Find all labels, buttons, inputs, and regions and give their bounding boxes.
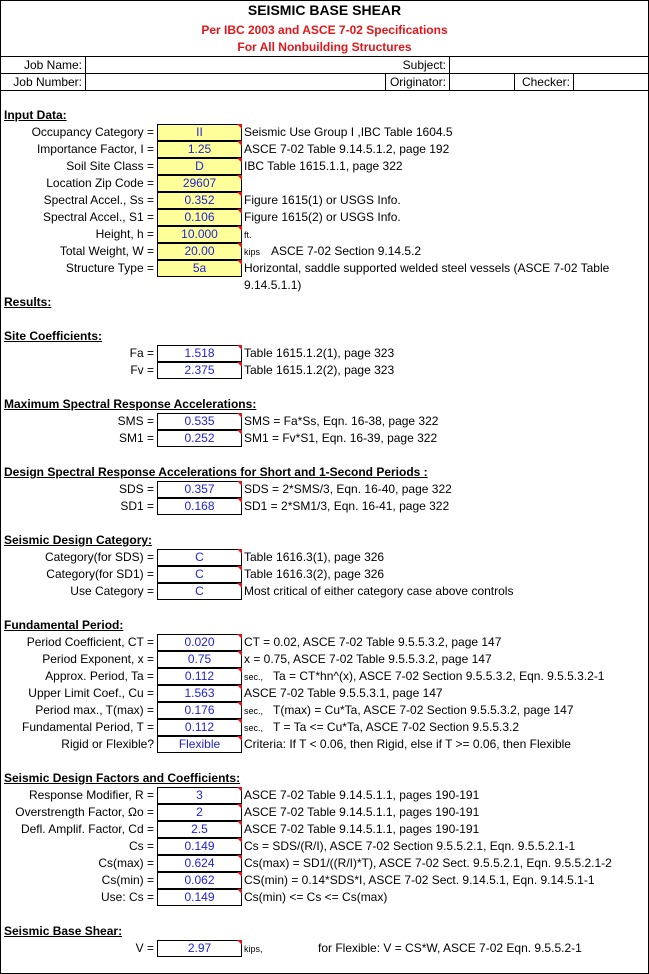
divider xyxy=(0,90,649,91)
sms-value: 0.535 xyxy=(157,413,242,430)
row-desc: Cs = SDS/(R/I), ASCE 7-02 Section 9.5.5.2.1, Eqn. 9.5.5.2.1-1 xyxy=(244,839,576,853)
row-label: Structure Type = xyxy=(65,261,154,275)
row-label: V = xyxy=(135,941,154,955)
row-desc: Cs(max) = SD1/((R/I)*T), ASCE 7-02 Sect. 9.5.5.2.1, Eqn. 9.5.5.2.1-2 xyxy=(244,856,612,870)
tmax-value: 0.176 xyxy=(157,702,242,719)
page-subtitle-1: Per IBC 2003 and ASCE 7-02 Specifications xyxy=(201,23,448,37)
section-heading-results: Results: xyxy=(4,295,52,309)
row-desc: Figure 1615(2) or USGS Info. xyxy=(244,210,401,224)
spectral-s1-input[interactable]: 0.106 xyxy=(157,209,242,226)
row-desc: SD1 = 2*SM1/3, Eqn. 16-41, page 322 xyxy=(244,499,450,513)
row-desc: Most critical of either category case above controls xyxy=(244,584,514,598)
row-desc: Figure 1615(1) or USGS Info. xyxy=(244,193,401,207)
checker-label: Checker: xyxy=(521,75,570,89)
row-desc: ASCE 7-02 Table 9.14.5.1.1, pages 190-191 xyxy=(244,822,480,836)
cs-value: 0.149 xyxy=(157,838,242,855)
row-label: Total Weight, W = xyxy=(59,244,154,258)
use-category-value: C xyxy=(157,583,242,600)
zip-code-input[interactable]: 29607 xyxy=(157,175,242,192)
row-label: Cs(min) = xyxy=(101,873,154,887)
row-desc: Criteria: If T < 0.06, then Rigid, else if T >= 0.06, then Flexible xyxy=(244,737,571,751)
row-desc: T = Ta <= Cu*Ta, ASCE 7-02 Section 9.5.5.3.2 xyxy=(273,720,520,734)
row-desc: Table 1615.1.2(2), page 323 xyxy=(244,363,395,377)
row-label: Location Zip Code = xyxy=(46,176,154,190)
structure-type-input[interactable]: 5a xyxy=(157,260,242,277)
row-label: Period Exponent, x = xyxy=(42,652,154,666)
row-label: Spectral Accel., Ss = xyxy=(43,193,154,207)
row-desc: Cs(min) <= Cs <= Cs(max) xyxy=(244,890,388,904)
row-label: Period Coefficient, CT = xyxy=(26,635,154,649)
category-sd1-value: C xyxy=(157,566,242,583)
row-label: Category(for SDS) = xyxy=(44,550,154,564)
row-label: Fv = xyxy=(130,363,154,377)
row-label: Category(for SD1) = xyxy=(46,567,154,581)
height-input[interactable]: 10.000 xyxy=(157,226,242,243)
row-desc: Horizontal, saddle supported welded steel vessels (ASCE 7-02 Table xyxy=(244,261,610,275)
page-subtitle-2: For All Nonbuilding Structures xyxy=(237,40,412,54)
fv-value: 2.375 xyxy=(157,362,242,379)
row-label: Rigid or Flexible? xyxy=(61,737,154,751)
row-desc: Table 1615.1.2(1), page 323 xyxy=(244,346,395,360)
row-label: Soil Site Class = xyxy=(66,159,154,173)
row-label: Fundamental Period, T = xyxy=(22,720,154,734)
omega-value: 2 xyxy=(157,804,242,821)
row-desc-cont: 9.14.5.1.1) xyxy=(244,278,302,292)
category-sds-value: C xyxy=(157,549,242,566)
row-desc: ASCE 7-02 Table 9.14.5.1.2, page 192 xyxy=(244,142,450,156)
row-label: Importance Factor, I = xyxy=(36,142,154,156)
row-desc: IBC Table 1615.1.1, page 322 xyxy=(244,159,403,173)
cs-max-value: 0.624 xyxy=(157,855,242,872)
row-label: Overstrength Factor, Ωo = xyxy=(15,805,154,819)
row-label: Use: Cs = xyxy=(100,890,154,904)
checker-field[interactable] xyxy=(574,74,646,90)
sds-value: 0.357 xyxy=(157,481,242,498)
rigid-flexible-value: Flexible xyxy=(157,736,242,753)
row-desc: Table 1616.3(2), page 326 xyxy=(244,567,385,581)
row-desc: SM1 = Fv*S1, Eqn. 16-39, page 322 xyxy=(244,431,438,445)
unit-label: ft. xyxy=(244,230,252,240)
row-label: Period max., T(max) = xyxy=(35,703,154,717)
spectral-ss-input[interactable]: 0.352 xyxy=(157,192,242,209)
row-label: Approx. Period, Ta = xyxy=(45,669,154,683)
divider xyxy=(514,73,515,90)
row-label: Cs = xyxy=(128,839,154,853)
row-label: SDS = xyxy=(118,482,154,496)
row-desc: ASCE 7-02 Section 9.14.5.2 xyxy=(271,244,422,258)
row-label: Spectral Accel., S1 = xyxy=(42,210,154,224)
originator-field[interactable] xyxy=(450,74,513,90)
row-desc: for Flexible: V = CS*W, ASCE 7-02 Eqn. 9.5.5.2-1 xyxy=(318,941,582,955)
cu-value: 1.563 xyxy=(157,685,242,702)
section-heading-base-shear: Seismic Base Shear: xyxy=(4,924,123,938)
row-label: Upper Limit Coef., Cu = xyxy=(28,686,154,700)
sd1-value: 0.168 xyxy=(157,498,242,515)
row-label: Height, h = xyxy=(95,227,154,241)
row-desc: CS(min) = 0.14*SDS*I, ASCE 7-02 Sect. 9.14.5.1, Eqn. 9.14.5.1-1 xyxy=(244,873,595,887)
unit-label: kips, xyxy=(244,944,263,954)
row-desc: SMS = Fa*Ss, Eqn. 16-38, page 322 xyxy=(244,414,439,428)
row-desc: Seismic Use Group I ,IBC Table 1604.5 xyxy=(244,125,453,139)
cd-value: 2.5 xyxy=(157,821,242,838)
section-heading-category: Seismic Design Category: xyxy=(4,533,153,547)
occupancy-category-input[interactable]: II xyxy=(157,124,242,141)
originator-label: Originator: xyxy=(389,75,446,89)
page-title: SEISMIC BASE SHEAR xyxy=(247,2,402,18)
row-desc: Ta = CT*hn^(x), ASCE 7-02 Section 9.5.5.3.2, Eqn. 9.5.5.3.2-1 xyxy=(273,669,605,683)
soil-site-class-input[interactable]: D xyxy=(157,158,242,175)
row-desc: T(max) = Cu*Ta, ASCE 7-02 Section 9.5.5.3.2, page 147 xyxy=(273,703,574,717)
row-label: SD1 = xyxy=(120,499,154,513)
row-label: Fa = xyxy=(129,346,154,360)
job-number-field[interactable] xyxy=(86,74,384,90)
section-heading-input: Input Data: xyxy=(4,108,67,122)
row-desc: SDS = 2*SMS/3, Eqn. 16-40, page 322 xyxy=(244,482,452,496)
row-label: Cs(max) = xyxy=(98,856,154,870)
sm1-value: 0.252 xyxy=(157,430,242,447)
section-heading-site: Site Coefficients: xyxy=(4,329,103,343)
subject-field[interactable] xyxy=(450,57,646,73)
section-heading-design-spectral: Design Spectral Response Accelerations for Short and 1-Second Periods : xyxy=(4,465,428,479)
row-label: Occupancy Category = xyxy=(31,125,154,139)
fa-value: 1.518 xyxy=(157,345,242,362)
row-label: Response Modifier, R = xyxy=(28,788,154,802)
row-desc: ASCE 7-02 Table 9.14.5.1.1, pages 190-191 xyxy=(244,788,480,802)
r-value: 3 xyxy=(157,787,242,804)
unit-label: sec., xyxy=(244,723,264,733)
use-cs-value: 0.149 xyxy=(157,889,242,906)
job-number-label: Job Number: xyxy=(13,75,82,89)
x-value: 0.75 xyxy=(157,651,242,668)
section-heading-period: Fundamental Period: xyxy=(4,618,124,632)
base-shear-value: 2.97 xyxy=(157,940,242,957)
row-desc: ASCE 7-02 Table 9.14.5.1.1, pages 190-191 xyxy=(244,805,480,819)
job-name-field[interactable] xyxy=(86,57,386,73)
importance-factor-input[interactable]: 1.25 xyxy=(157,141,242,158)
row-desc: ASCE 7-02 Table 9.5.5.3.1, page 147 xyxy=(244,686,443,700)
t-value: 0.112 xyxy=(157,719,242,736)
cs-min-value: 0.062 xyxy=(157,872,242,889)
unit-label: kips xyxy=(244,247,261,257)
row-label: SMS = xyxy=(117,414,154,428)
ta-value: 0.112 xyxy=(157,668,242,685)
row-label: Use Category = xyxy=(70,584,154,598)
row-desc: Table 1616.3(1), page 326 xyxy=(244,550,385,564)
unit-label: sec., xyxy=(244,706,264,716)
section-heading-factors: Seismic Design Factors and Coefficients: xyxy=(4,771,241,785)
section-heading-max-spectral: Maximum Spectral Response Accelerations: xyxy=(4,397,257,411)
row-desc: x = 0.75, ASCE 7-02 Table 9.5.5.3.2, page 147 xyxy=(244,652,492,666)
job-name-label: Job Name: xyxy=(23,58,82,72)
subject-label: Subject: xyxy=(402,58,446,72)
total-weight-input[interactable]: 20.00 xyxy=(157,243,242,260)
row-label: SM1 = xyxy=(118,431,154,445)
unit-label: sec., xyxy=(244,672,264,682)
row-label: Defl. Amplif. Factor, Cd = xyxy=(20,822,154,836)
ct-value: 0.020 xyxy=(157,634,242,651)
row-desc: CT = 0.02, ASCE 7-02 Table 9.5.5.3.2, page 147 xyxy=(244,635,502,649)
